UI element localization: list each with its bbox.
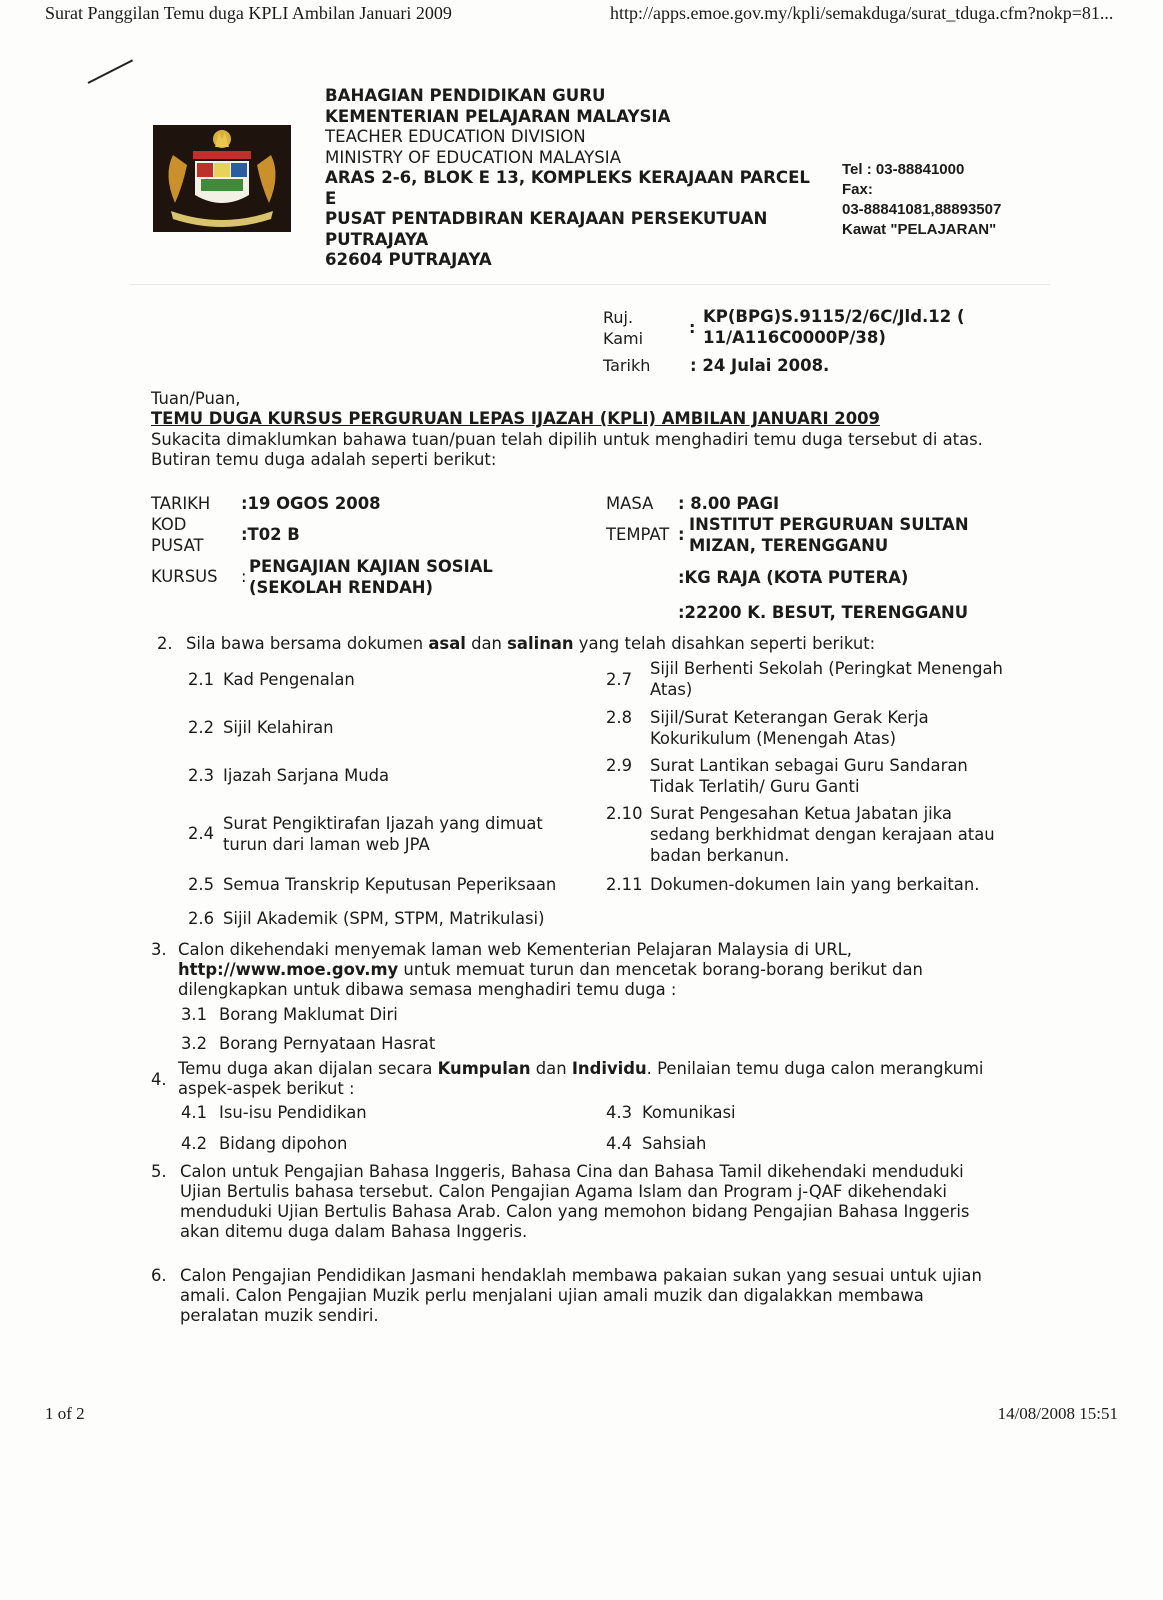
text-run-bold: asal (428, 634, 466, 653)
list-item-number: 2.5 (188, 875, 215, 894)
text-run: Sila bawa bersama dokumen (186, 634, 429, 653)
list-item-number: 3.1 (181, 1005, 208, 1024)
section4-line (178, 1059, 983, 1080)
section6-line: peralatan muzik sendiri. (180, 1306, 379, 1325)
intro-line: Sukacita dimaklumkan bahawa tuan/puan telah dipilih untuk menghadiri temu duga tersebut di atas. (151, 430, 983, 449)
letterhead-line: BAHAGIAN PENDIDIKAN GURU (325, 86, 606, 105)
letterhead-line: KEMENTERIAN PELAJARAN MALAYSIA (325, 106, 671, 126)
detail-address: :22200 K. BESUT, TERENGGANU (678, 603, 969, 622)
print-footer-page: 1 of 2 (45, 1404, 85, 1423)
list-item-number: 2.7 (606, 670, 633, 689)
section-number: 5. (151, 1162, 167, 1181)
text-run-bold: Individu (571, 1059, 647, 1078)
detail-value-kod: :T02 B (241, 525, 300, 544)
section-number: 4. (151, 1070, 167, 1089)
section-number: 6. (151, 1266, 167, 1285)
letterhead-line: TEACHER EDUCATION DIVISION (325, 127, 586, 146)
letterhead-contact (842, 160, 1001, 240)
section2-intro (186, 634, 875, 655)
text-run: untuk memuat turun dan mencetak borang-borang berikut dan (398, 960, 923, 979)
list-item: Sijil/Surat Keterangan Gerak Kerja (650, 708, 929, 727)
section6-line: amali. Calon Pengajian Muzik perlu menjalani ujian amali muzik dan digalakkan membawa (180, 1286, 924, 1305)
list-item-number: 2.6 (188, 909, 215, 928)
text-run: Temu duga akan dijalan secara (178, 1059, 438, 1078)
pen-mark (88, 59, 133, 83)
detail-label-tempat: TEMPAT (606, 525, 670, 544)
list-item: Kad Pengenalan (223, 670, 355, 689)
contact-tel: Tel : 03-88841000 (842, 161, 965, 178)
list-item-number: 2.11 (606, 875, 643, 894)
letter-subject: TEMU DUGA KURSUS PERGURUAN LEPAS IJAZAH (KPLI) AMBILAN JANUARI 2009 (151, 409, 880, 428)
section3-line: dilengkapkan untuk dibawa semasa menghadiri temu duga : (178, 980, 677, 999)
text-run: dan (465, 634, 508, 653)
list-item: Dokumen-dokumen lain yang berkaitan. (650, 875, 980, 894)
detail-value-tempat: MIZAN, TERENGGANU (689, 536, 889, 555)
list-item: Sahsiah (642, 1134, 707, 1153)
detail-label-kod: KOD (151, 515, 187, 534)
list-item: Atas) (650, 680, 693, 699)
section-number: 2. (157, 634, 173, 653)
government-crest-icon (153, 125, 291, 232)
list-item: Kokurikulum (Menengah Atas) (650, 729, 896, 748)
list-item-number: 2.1 (188, 670, 215, 689)
section6-line: Calon Pengajian Pendidikan Jasmani hendaklah membawa pakaian sukan yang sesuai untuk ujian (180, 1266, 982, 1285)
contact-kawat: Kawat "PELAJARAN" (842, 221, 997, 238)
section4-line: aspek-aspek berikut : (178, 1079, 355, 1098)
list-item: Bidang dipohon (219, 1134, 348, 1153)
detail-address: :KG RAJA (KOTA PUTERA) (678, 568, 909, 587)
section5-line: Ujian Bertulis bahasa tersebut. Calon Pengajian Agama Islam dan Program j-QAF dikehendaki (180, 1182, 947, 1201)
detail-label-pusat: PUSAT (151, 536, 204, 555)
list-item: Isu-isu Pendidikan (219, 1103, 367, 1122)
letter-date: : 24 Julai 2008. (690, 356, 830, 375)
text-run-bold: Kumpulan (437, 1059, 531, 1078)
text-run: dan (530, 1059, 572, 1078)
detail-value-tarikh: :19 OGOS 2008 (241, 494, 381, 513)
section3-line: Calon dikehendaki menyemak laman web Kementerian Pelajaran Malaysia di URL, (178, 940, 853, 959)
print-header-title: Surat Panggilan Temu duga KPLI Ambilan Januari 2009 (45, 3, 452, 23)
contact-fax-label: Fax: (842, 181, 873, 198)
list-item: sedang berkhidmat dengan kerajaan atau (650, 825, 995, 844)
letterhead-line: PUSAT PENTADBIRAN KERAJAAN PERSEKUTUAN (325, 209, 768, 228)
date-label: Tarikh (603, 356, 651, 375)
list-item-number: 2.2 (188, 718, 215, 737)
ref-colon: : (689, 318, 696, 337)
list-item: badan berkanun. (650, 846, 790, 865)
section-number: 3. (151, 940, 167, 959)
print-footer-datetime: 14/08/2008 15:51 (997, 1404, 1118, 1423)
detail-colon: : (678, 525, 685, 544)
detail-label-tarikh: TARIKH (151, 494, 211, 513)
text-run-bold: salinan (507, 634, 574, 653)
detail-value-tempat: INSTITUT PERGURUAN SULTAN (689, 515, 969, 534)
detail-value-kursus: (SEKOLAH RENDAH) (249, 578, 433, 597)
letterhead-line: MINISTRY OF EDUCATION MALAYSIA (325, 147, 622, 167)
section5-line: akan ditemu duga dalam Bahasa Inggeris. (180, 1222, 528, 1241)
list-item-number: 4.2 (181, 1134, 208, 1153)
letterhead-line: E (325, 188, 337, 208)
list-item: Surat Lantikan sebagai Guru Sandaran (650, 756, 968, 775)
detail-value-masa: : 8.00 PAGI (678, 494, 780, 513)
list-item-number: 2.10 (606, 804, 643, 823)
list-item-number: 4.1 (181, 1103, 208, 1122)
section5-line: menduduki Ujian Bertulis Bahasa Arab. Calon yang memohon bidang Pengajian Bahasa Inggeris (180, 1202, 970, 1221)
list-item: Borang Maklumat Diri (219, 1005, 398, 1024)
section5-line: Calon untuk Pengajian Bahasa Inggeris, Bahasa Cina dan Bahasa Tamil dikehendaki menduduki (180, 1162, 964, 1181)
letterhead-line: 62604 PUTRAJAYA (325, 250, 492, 269)
intro-line: Butiran temu duga adalah seperti berikut: (151, 450, 497, 469)
list-item: Sijil Kelahiran (223, 718, 334, 737)
ref-number: KP(BPG)S.9115/2/6C/Jld.12 ( (703, 307, 965, 326)
list-item: Sijil Akademik (SPM, STPM, Matrikulasi) (223, 909, 545, 928)
list-item: Tidak Terlatih/ Guru Ganti (650, 777, 860, 796)
letterhead-line: ARAS 2-6, BLOK E 13, KOMPLEKS KERAJAAN PARCEL (325, 168, 810, 187)
print-header-url: http://apps.emoe.gov.my/kpli/semakduga/surat_tduga.cfm?nokp=81... (610, 3, 1114, 23)
letterhead-organisation (325, 86, 810, 271)
list-item-number: 2.4 (188, 824, 215, 843)
list-item-number: 2.3 (188, 766, 215, 785)
list-item: Borang Pernyataan Hasrat (219, 1034, 436, 1053)
detail-value-kursus: PENGAJIAN KAJIAN SOSIAL (249, 557, 493, 576)
contact-fax: 03-88841081,88893507 (842, 201, 1002, 218)
list-item-number: 2.8 (606, 708, 633, 727)
list-item-number: 4.3 (606, 1103, 633, 1122)
moe-url-link: http://www.moe.gov.my (178, 960, 399, 979)
list-item-number: 3.2 (181, 1034, 208, 1053)
list-item-number: 2.9 (606, 756, 633, 775)
ref-number: 11/A116C0000P/38) (703, 328, 886, 347)
list-item: Komunikasi (642, 1103, 736, 1122)
list-item: Surat Pengiktirafan Ijazah yang dimuat (223, 814, 543, 833)
ref-label: Kami (603, 329, 644, 348)
list-item: Ijazah Sarjana Muda (223, 766, 390, 785)
detail-colon: : (241, 567, 247, 586)
detail-label-masa: MASA (606, 494, 654, 513)
letterhead-line: PUTRAJAYA (325, 229, 429, 249)
list-item: Surat Pengesahan Ketua Jabatan jika (650, 804, 952, 823)
salutation: Tuan/Puan, (151, 389, 241, 408)
list-item: Semua Transkrip Keputusan Peperiksaan (223, 875, 557, 894)
detail-label-kursus: KURSUS (151, 567, 218, 586)
list-item: Sijil Berhenti Sekolah (Peringkat Menengah (650, 659, 1003, 678)
text-run: yang telah disahkan seperti berikut: (573, 634, 876, 653)
list-item: turun dari laman web JPA (223, 835, 430, 854)
text-run: . Penilaian temu duga calon merangkumi (646, 1059, 984, 1078)
ref-label: Ruj. (603, 308, 634, 327)
section3-line (178, 960, 923, 981)
letterhead-divider (130, 284, 1050, 285)
list-item-number: 4.4 (606, 1134, 633, 1153)
